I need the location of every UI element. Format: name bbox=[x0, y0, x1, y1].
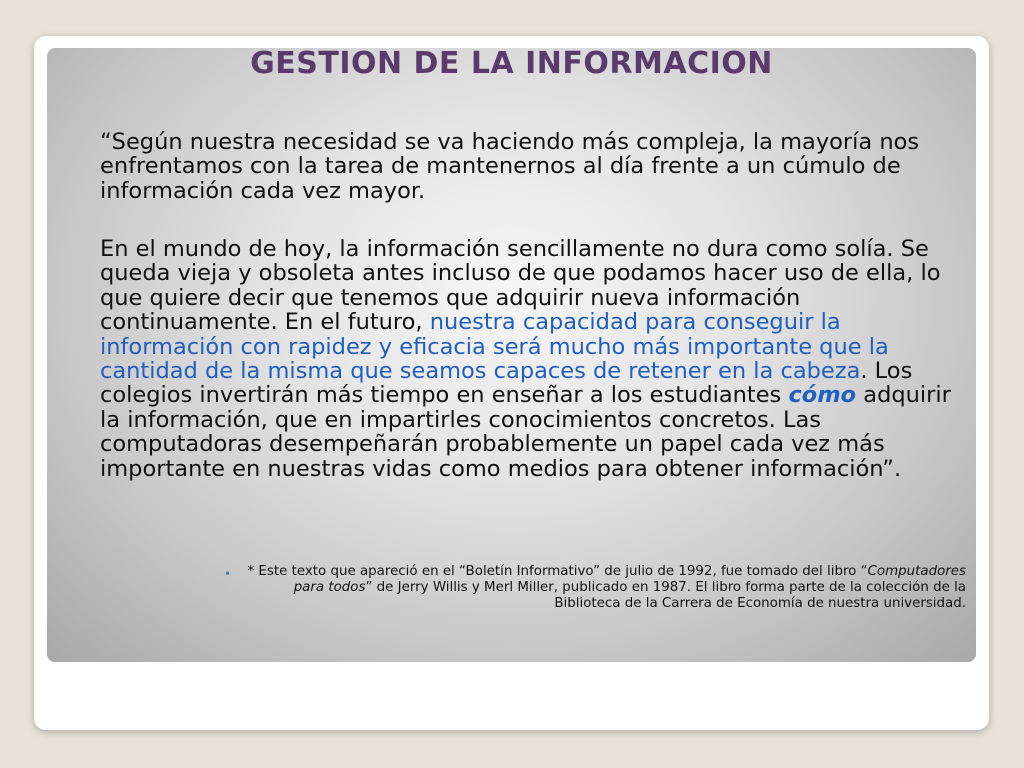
footnote bbox=[242, 564, 966, 612]
slide-title: GESTION DE LA INFORMACION bbox=[250, 46, 773, 81]
footnote-text-start: * Este texto que apareció en el “Boletín Informativo” de julio de 1992, fue tomado del libro “ bbox=[247, 564, 868, 579]
quote-paragraph-1: “Según nuestra necesidad se va haciendo más compleja, la mayoría nos enfrentamos con la tarea de mantenernos al día frente a un cúmulo de información cada vez mayor. bbox=[100, 129, 920, 204]
paragraph-2-text-end: adquirir la información, que en impartirles conocimientos concretos. Las computadoras desempeñarán probablemente un papel cada vez más importante en nuestras vidas como medios para obtener información”. bbox=[100, 382, 951, 482]
emphasized-word: cómo bbox=[788, 382, 857, 409]
quote-paragraph-2 bbox=[100, 237, 970, 481]
book-title: Computadores para todos bbox=[293, 564, 966, 595]
highlighted-phrase: nuestra capacidad para conseguir la información con rapidez y eficacia será mucho más importante que la cantidad de la misma que seamos capaces de retener en la cabeza bbox=[100, 309, 889, 385]
bullet-icon: • bbox=[224, 567, 232, 581]
paragraph-2-text-middle: . Los colegios invertirán más tiempo en enseñar a los estudiantes bbox=[100, 358, 913, 409]
paragraph-2-text-start: En el mundo de hoy, la información sencillamente no dura como solía. Se queda vieja y obsoleta antes incluso de que podamos hacer uso de ella, lo que quiere decir que tenemos que adquirir nueva información continuamente. En el futuro, bbox=[100, 236, 941, 336]
footnote-text-end: ” de Jerry Willis y Merl Miller, publicado en 1987. El libro forma parte de la colección de la Biblioteca de la Carrera de Economía de nuestra universidad. bbox=[365, 580, 966, 611]
